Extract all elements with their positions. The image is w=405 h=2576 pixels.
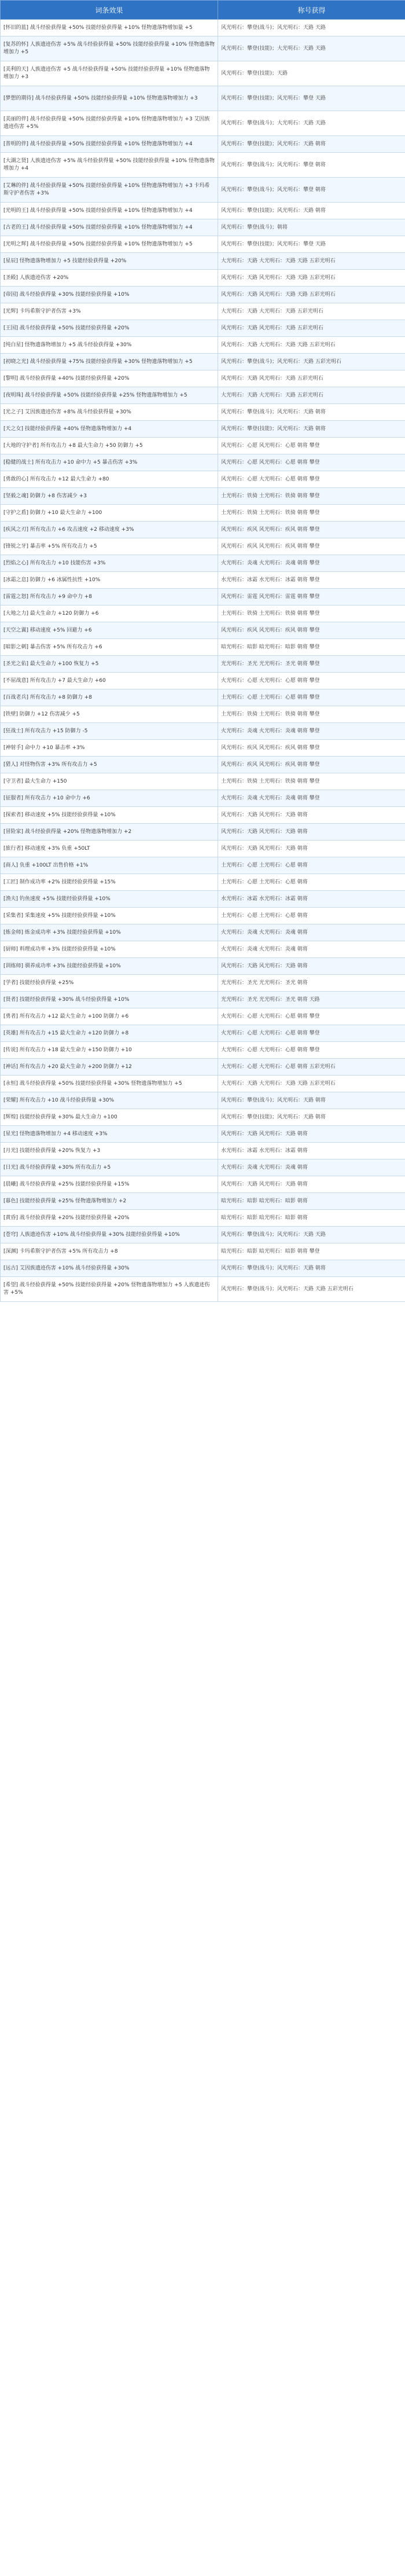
effect-cell: [训练师] 驯养成功率 +3% 技能经验获得量 +10% [1, 958, 218, 975]
obtain-cell: 风光明石：攀登(技能)；风光明石：天路 朝将 [218, 1109, 405, 1126]
obtain-cell: 土光明石：心愿 土光明石：心愿 朝将 攀登 [218, 689, 405, 706]
obtain-cell: 风光明石：攀登(技能)；风光明石：天路 朝将 [218, 421, 405, 438]
obtain-cell: 风光明石：天路 风光明石：天路 朝将 [218, 1176, 405, 1193]
obtain-cell: 风光明石：疾风 风光明石：疾风 朝将 攀登 [218, 622, 405, 639]
table-row [1, 606, 405, 622]
table-row [1, 20, 405, 36]
obtain-cell: 火光明石：炎魂 火光明石：炎魂 朝将 [218, 924, 405, 941]
obtain-cell: 土光明石：铁骑 土光明石：铁骑 朝将 攀登 [218, 773, 405, 790]
table-row [1, 1277, 405, 1302]
obtain-cell: 火光明石：炎魂 火光明石：炎魂 朝将 攀登 [218, 555, 405, 572]
obtain-cell: 风光明石：攀登(战斗)；风光明石：天路 天路 [218, 20, 405, 36]
table-row [1, 61, 405, 86]
table-row [1, 706, 405, 723]
effect-cell: [贤者] 技能经验获得量 +30% 战斗经验获得量 +10% [1, 992, 218, 1008]
table-row [1, 1227, 405, 1243]
effect-cell: [天空之翼] 移动速度 +5% 回避力 +6 [1, 622, 218, 639]
table-row [1, 86, 405, 111]
obtain-cell: 风光明石：攀登(战斗)；风光明石：攀登 朝将 [218, 178, 405, 203]
obtain-cell: 风光明石：心愿 风光明石：心愿 朝将 攀登 [218, 454, 405, 471]
obtain-cell: 风光明石：天路 风光明石：天路 朝将 [218, 958, 405, 975]
effect-cell: [复苏的怀] 人族遗迹伤害 +5% 战斗经验获得量 +50% 技能经验获得量 +10% 怪物遗落物增加力 +5 [1, 36, 218, 61]
obtain-cell: 风光明石：心愿 大光明石：心愿 朝将 攀登 [218, 471, 405, 488]
obtain-cell: 大光明石：天路 大光明石：天路 五彩光明石 [218, 303, 405, 320]
obtain-cell: 风光明石：攀登(技能)；风光明石：天路 朝将 [218, 203, 405, 219]
effect-cell: [深渊] 卡玛希斯守护者伤害 +5% 所有攻击力 +8 [1, 1243, 218, 1260]
obtain-cell: 风光明石：攀登(战斗)；朝将 [218, 219, 405, 236]
effect-cell: [铁壁] 防御力 +12 伤害减少 +5 [1, 706, 218, 723]
table-row [1, 354, 405, 370]
obtain-cell: 土光明石：心愿 土光明石：心愿 朝将 [218, 874, 405, 891]
effect-cell: [大地之力] 最大生命力 +120 防御力 +6 [1, 606, 218, 622]
effect-cell: [勇者] 所有攻击力 +12 最大生命力 +100 防御力 +6 [1, 1008, 218, 1025]
effect-cell: [守卫者] 最大生命力 +150 [1, 773, 218, 790]
table-header-row [1, 1, 405, 20]
obtain-cell: 风光明石：天路 风光明石：天路 五彩光明石 [218, 370, 405, 387]
table-row [1, 236, 405, 253]
obtain-cell: 风光明石：攀登(战斗)；风光明石：天路 朝将 [218, 404, 405, 421]
effect-cell: [圣殿] 人族遗迹伤害 +20% [1, 270, 218, 287]
obtain-cell: 大光明石：心愿 大光明石：心愿 朝将 攀登 [218, 1042, 405, 1059]
obtain-cell: 火光明石：心愿 大光明石：心愿 朝将 攀登 [218, 1008, 405, 1025]
effect-cell: [守护之盾] 防御力 +10 最大生命力 +100 [1, 505, 218, 522]
effect-cell: [艾琳的伴] 战斗经验获得量 +50% 技能经验获得量 +10% 怪物遗落物增加力 +3 卡玛希斯守护者伤害 +3% [1, 178, 218, 203]
table-row [1, 404, 405, 421]
table-row [1, 656, 405, 673]
table-row [1, 740, 405, 757]
effect-cell: [不屈战意] 所有攻击力 +7 最大生命力 +60 [1, 673, 218, 689]
effect-cell: [烈焰之心] 所有攻击力 +10 技能伤害 +3% [1, 555, 218, 572]
effect-cell: [远古] 艾因族遗迹伤害 +10% 战斗经验获得量 +30% [1, 1260, 218, 1277]
effect-cell: [工匠] 制作成功率 +2% 技能经验获得量 +15% [1, 874, 218, 891]
table-row [1, 488, 405, 505]
effect-cell: [日光] 战斗经验获得量 +30% 所有攻击力 +5 [1, 1159, 218, 1176]
table-row [1, 1159, 405, 1176]
table-row [1, 824, 405, 841]
obtain-cell: 风光明石：天路 风光明石：天路 五彩光明石 [218, 320, 405, 337]
effect-cell: [神话] 所有攻击力 +20 最大生命力 +200 防御力 +12 [1, 1059, 218, 1076]
effect-cell: [荣耀] 所有攻击力 +10 战斗经验获得量 +30% [1, 1092, 218, 1109]
table-row [1, 757, 405, 773]
obtain-cell: 土光明石：铁骑 土光明石：铁骑 朝将 攀登 [218, 488, 405, 505]
effect-cell: [星光] 怪物遗落物增加力 +4 移动速度 +3% [1, 1126, 218, 1143]
obtain-cell: 风光明石：天路 风光明石：天路 朝将 [218, 807, 405, 824]
obtain-cell: 光光明石：圣光 光光明石：圣光 朝将 [218, 975, 405, 992]
effect-cell: [黎明] 战斗经验获得量 +40% 技能经验获得量 +20% [1, 370, 218, 387]
effect-cell: [暮色] 技能经验获得量 +25% 怪物遗落物增加力 +2 [1, 1193, 218, 1210]
effect-cell: [纯白星] 怪物遗落物增加力 +5 战斗经验获得量 +30% [1, 337, 218, 354]
effect-cell: [普明的伴] 战斗经验获得量 +50% 技能经验获得量 +10% 怪物遗落物增加力 +4 [1, 136, 218, 153]
effect-cell: [怀旧的蓝] 战斗经验获得量 +50% 技能经验获得量 +10% 怪物遗落物增加量 +5 [1, 20, 218, 36]
obtain-cell: 水光明石：冰霜 水光明石：冰霜 朝将 [218, 891, 405, 908]
obtain-cell: 火光明石：炎魂 火光明石：炎魂 朝将 攀登 [218, 723, 405, 740]
obtain-cell: 风光明石：攀登(战斗)；风光明石：天路 五彩光明石 [218, 354, 405, 370]
table-row [1, 153, 405, 178]
effect-cell: [初晓之光] 战斗经验获得量 +75% 技能经验获得量 +30% 怪物遗落物增加力 +5 [1, 354, 218, 370]
obtain-cell: 风光明石：雷霆 风光明石：雷霆 朝将 攀登 [218, 589, 405, 606]
table-row [1, 270, 405, 287]
table-row [1, 438, 405, 454]
table-row [1, 673, 405, 689]
effect-cell: [美利的天] 人族遗迹伤害 +5 战斗经验获得量 +50% 技能经验获得量 +10% 怪物遗落物增加力 +3 [1, 61, 218, 86]
table-row [1, 589, 405, 606]
obtain-cell: 风光明石：天路 风光明石：天路 朝将 [218, 824, 405, 841]
table-row [1, 1126, 405, 1143]
header-effect: 词条效果 [1, 1, 218, 20]
table-row [1, 1210, 405, 1227]
effect-cell: [英雄] 所有攻击力 +15 最大生命力 +120 防御力 +8 [1, 1025, 218, 1042]
table-row [1, 874, 405, 891]
table-row [1, 1059, 405, 1076]
table-row [1, 773, 405, 790]
table-row [1, 1025, 405, 1042]
table-row [1, 1042, 405, 1059]
table-row [1, 522, 405, 538]
table-row [1, 320, 405, 337]
effect-cell: [商人] 负重 +100LT 出售价格 +1% [1, 857, 218, 874]
obtain-cell: 土光明石：铁骑 土光明石：铁骑 朝将 攀登 [218, 706, 405, 723]
obtain-cell: 风光明石：攀登(战斗)；风光明石：天路 朝将 [218, 1092, 405, 1109]
table-row [1, 975, 405, 992]
obtain-cell: 风光明石：疾风 风光明石：疾风 朝将 攀登 [218, 522, 405, 538]
table-row [1, 555, 405, 572]
effect-cell: [厨师] 料理成功率 +3% 技能经验获得量 +10% [1, 941, 218, 958]
effect-cell: [光辉] 卡玛希斯守护者伤害 +3% [1, 303, 218, 320]
table-row [1, 1243, 405, 1260]
effect-cell: [古老的王] 战斗经验获得量 +50% 技能经验获得量 +10% 怪物遗落物增加力 +4 [1, 219, 218, 236]
effect-cell: [坚毅之魂] 防御力 +8 伤害减少 +3 [1, 488, 218, 505]
obtain-cell: 火光明石：炎魂 火光明石：炎魂 朝将 攀登 [218, 790, 405, 807]
obtain-cell: 火光明石：炎魂 火光明石：炎魂 朝将 [218, 1159, 405, 1176]
obtain-cell: 大光明石：心愿 大光明石：心愿 朝将 五彩光明石 [218, 1059, 405, 1076]
obtain-cell: 风光明石：攀登(技能)；风光明石：天路 朝将 [218, 136, 405, 153]
table-row [1, 421, 405, 438]
table-row [1, 992, 405, 1008]
obtain-cell: 风光明石：攀登(战斗)；大光明石：天路 天路 [218, 111, 405, 136]
effect-cell: [光明之辉] 战斗经验获得量 +50% 技能经验获得量 +10% 怪物遗落物增加力 +5 [1, 236, 218, 253]
obtain-cell: 风光明石：攀登(技能)；大光明石：天路 天路 [218, 36, 405, 61]
effect-cell: [猎人] 对怪物伤害 +3% 所有攻击力 +5 [1, 757, 218, 773]
obtain-cell: 水光明石：冰霜 水光明石：冰霜 朝将 攀登 [218, 572, 405, 589]
obtain-cell: 风光明石：攀登(战斗)；风光明石：攀登 朝将 [218, 153, 405, 178]
obtain-cell: 大光明石：天路 大光明石：天路 天路 五彩光明石 [218, 253, 405, 270]
effect-cell: [帝国] 战斗经验获得量 +30% 技能经验获得量 +10% [1, 287, 218, 303]
obtain-cell: 光光明石：圣光 光光明石：圣光 朝将 攀登 [218, 656, 405, 673]
obtain-cell: 土光明石：铁骑 土光明石：铁骑 朝将 攀登 [218, 505, 405, 522]
obtain-cell: 火光明石：心愿 大光明石：心愿 朝将 攀登 [218, 1025, 405, 1042]
obtain-cell: 风光明石：疾风 风光明石：疾风 朝将 攀登 [218, 757, 405, 773]
effect-cell: [传说] 所有攻击力 +18 最大生命力 +150 防御力 +10 [1, 1042, 218, 1059]
effect-cell: [永恒] 战斗经验获得量 +50% 技能经验获得量 +30% 怪物遗落物增加力 +5 [1, 1076, 218, 1092]
effect-cell: [勇敢的心] 所有攻击力 +12 最大生命力 +80 [1, 471, 218, 488]
table-row [1, 924, 405, 941]
effect-cell: [星辰] 怪物遗落物增加力 +5 技能经验获得量 +20% [1, 253, 218, 270]
table-row [1, 111, 405, 136]
obtain-cell: 风光明石：攀登(技能)；风光明石：攀登 天路 [218, 236, 405, 253]
effect-cell: [苍穹] 人族遗迹伤害 +10% 战斗经验获得量 +30% 技能经验获得量 +10% [1, 1227, 218, 1243]
table-row [1, 538, 405, 555]
table-row [1, 1176, 405, 1193]
effect-cell: [采集者] 采集速度 +5% 技能经验获得量 +10% [1, 908, 218, 924]
effect-cell: [美丽的伴] 战斗经验获得量 +50% 技能经验获得量 +10% 怪物遗落物增加力 +3 艾因族遗迹伤害 +5% [1, 111, 218, 136]
effect-cell: [暗影之刺] 暴击伤害 +5% 所有攻击力 +6 [1, 639, 218, 656]
obtain-cell: 风光明石：天路 风光明石：天路 天路 五彩光明石 [218, 287, 405, 303]
table-row [1, 790, 405, 807]
table-row [1, 454, 405, 471]
obtain-cell: 暗光明石：暗影 暗光明石：暗影 朝将 攀登 [218, 639, 405, 656]
effect-cell: [狂战士] 所有攻击力 +15 防御力 -5 [1, 723, 218, 740]
table-row [1, 337, 405, 354]
table-row [1, 253, 405, 270]
table-row [1, 1008, 405, 1025]
table-row [1, 1109, 405, 1126]
effect-cell: [探索者] 移动速度 +5% 技能经验获得量 +10% [1, 807, 218, 824]
obtain-cell: 风光明石：天路 风光明石：天路 朝将 [218, 841, 405, 857]
table-row [1, 1092, 405, 1109]
obtain-cell: 风光明石：攀登(技能)；天路 [218, 61, 405, 86]
table-row [1, 572, 405, 589]
obtain-cell: 风光明石：天路 风光明石：天路 朝将 [218, 1126, 405, 1143]
obtain-cell: 风光明石：疾风 风光明石：疾风 朝将 攀登 [218, 740, 405, 757]
table-row [1, 639, 405, 656]
table-row [1, 387, 405, 404]
table-row [1, 908, 405, 924]
table-row [1, 891, 405, 908]
obtain-cell: 风光明石：心愿 风光明石：心愿 朝将 攀登 [218, 438, 405, 454]
table-row [1, 958, 405, 975]
effect-cell: [百战老兵] 所有攻击力 +8 防御力 +8 [1, 689, 218, 706]
effect-cell: [征服者] 所有攻击力 +10 命中力 +6 [1, 790, 218, 807]
table-row [1, 303, 405, 320]
table-row [1, 807, 405, 824]
table-row [1, 178, 405, 203]
obtain-cell: 土光明石：心愿 土光明石：心愿 朝将 [218, 857, 405, 874]
effect-cell: [大湖之贤] 人族遗迹伤害 +5% 战斗经验获得量 +50% 技能经验获得量 +10% 怪物遗落物增加力 +4 [1, 153, 218, 178]
obtain-cell: 火光明石：心愿 火光明石：心愿 朝将 攀登 [218, 673, 405, 689]
effect-cell: [夜明珠] 战斗经验获得量 +50% 技能经验获得量 +25% 怪物遗落物增加力 +5 [1, 387, 218, 404]
table-row [1, 841, 405, 857]
obtain-cell: 风光明石：攀登(战斗)；风光明石：天路 天路 五彩光明石 [218, 1277, 405, 1302]
table-row [1, 36, 405, 61]
obtain-cell: 暗光明石：暗影 暗光明石：暗影 朝将 [218, 1210, 405, 1227]
obtain-cell: 水光明石：冰霜 水光明石：冰霜 朝将 [218, 1143, 405, 1159]
effect-cell: [冒险家] 战斗经验获得量 +20% 怪物遗落物增加力 +2 [1, 824, 218, 841]
table-row [1, 689, 405, 706]
effect-cell: [旅行者] 移动速度 +3% 负重 +50LT [1, 841, 218, 857]
table-row [1, 471, 405, 488]
table-row [1, 622, 405, 639]
table-row [1, 505, 405, 522]
table-body [1, 20, 405, 1302]
effect-cell: [晨曦] 战斗经验获得量 +25% 技能经验获得量 +15% [1, 1176, 218, 1193]
obtain-cell: 风光明石：疾风 风光明石：疾风 朝将 攀登 [218, 538, 405, 555]
table-row [1, 370, 405, 387]
effect-cell: [渔夫] 钓鱼速度 +5% 技能经验获得量 +10% [1, 891, 218, 908]
effect-cell: [稳健的战士] 所有攻击力 +10 命中力 +5 暴击伤害 +3% [1, 454, 218, 471]
effect-cell: [辉煌] 技能经验获得量 +30% 最大生命力 +100 [1, 1109, 218, 1126]
table-row [1, 136, 405, 153]
effect-cell: [锋锐之牙] 暴击率 +5% 所有攻击力 +5 [1, 538, 218, 555]
table-row [1, 1193, 405, 1210]
obtain-cell: 光光明石：圣光 光光明石：圣光 朝将 天路 [218, 992, 405, 1008]
table-row [1, 1076, 405, 1092]
effect-cell: [光之子] 艾因族遗迹伤害 +8% 战斗经验获得量 +30% [1, 404, 218, 421]
effect-cell: [雷霆之怒] 所有攻击力 +9 命中力 +8 [1, 589, 218, 606]
effect-cell: [大地的守护者] 所有攻击力 +8 最大生命力 +50 防御力 +5 [1, 438, 218, 454]
table-row [1, 1143, 405, 1159]
obtain-cell: 风光明石：攀登(战斗)；风光明石：天路 朝将 [218, 1260, 405, 1277]
obtain-cell: 暗光明石：暗影 暗光明石：暗影 朝将 [218, 1193, 405, 1210]
table-row [1, 219, 405, 236]
table-row [1, 723, 405, 740]
obtain-cell: 土光明石：铁骑 土光明石：铁骑 朝将 攀登 [218, 606, 405, 622]
obtain-cell: 大光明石：天路 大光明石：天路 五彩光明石 [218, 387, 405, 404]
effect-cell: [月光] 技能经验获得量 +20% 恢复力 +3 [1, 1143, 218, 1159]
effect-cell: [学者] 技能经验获得量 +25% [1, 975, 218, 992]
effect-cell: [疾风之刃] 所有攻击力 +6 攻击速度 +2 移动速度 +3% [1, 522, 218, 538]
effect-cell: [王国] 战斗经验获得量 +50% 技能经验获得量 +20% [1, 320, 218, 337]
table-row [1, 857, 405, 874]
obtain-cell: 风光明石：攀登(技能)；风光明石：攀登 天路 [218, 86, 405, 111]
effect-cell: [炼金师] 炼金成功率 +3% 技能经验获得量 +10% [1, 924, 218, 941]
table-row [1, 203, 405, 219]
obtain-cell: 土光明石：心愿 土光明石：心愿 朝将 [218, 908, 405, 924]
effect-cell: [圣光之佑] 最大生命力 +100 恢复力 +5 [1, 656, 218, 673]
table-row [1, 1260, 405, 1277]
effect-cell: [神射手] 命中力 +10 暴击率 +3% [1, 740, 218, 757]
table-row [1, 941, 405, 958]
header-obtain: 称号获得 [218, 1, 405, 20]
table-row [1, 287, 405, 303]
effect-cell: [冰霜之息] 防御力 +6 冰属性抗性 +10% [1, 572, 218, 589]
effect-cell: [光明的王] 战斗经验获得量 +50% 技能经验获得量 +10% 怪物遗落物增加力 +4 [1, 203, 218, 219]
effect-cell: [希望] 战斗经验获得量 +50% 技能经验获得量 +20% 怪物遗落物增加力 +5 人族遗迹伤害 +5% [1, 1277, 218, 1302]
obtain-cell: 风光明石：攀登(战斗)；风光明石：天路 天路 [218, 1227, 405, 1243]
effect-cell: [天之女] 技能经验获得量 +40% 怪物遗落物增加力 +4 [1, 421, 218, 438]
obtain-cell: 风光明石：天路 风光明石：天路 天路 五彩光明石 [218, 270, 405, 287]
obtain-cell: 风光明石：天路 大光明石：天路 天路 五彩光明石 [218, 337, 405, 354]
obtain-cell: 暗光明石：暗影 暗光明石：暗影 朝将 攀登 [218, 1243, 405, 1260]
obtain-cell: 大光明石：天路 大光明石：天路 天路 五彩光明石 [218, 1076, 405, 1092]
effect-cell: [黄昏] 战斗经验获得量 +20% 技能经验获得量 +20% [1, 1210, 218, 1227]
obtain-cell: 火光明石：炎魂 火光明石：炎魂 朝将 [218, 941, 405, 958]
effect-cell: [梦想的期待] 战斗经验获得量 +50% 技能经验获得量 +10% 怪物遗落物增加力 +3 [1, 86, 218, 111]
